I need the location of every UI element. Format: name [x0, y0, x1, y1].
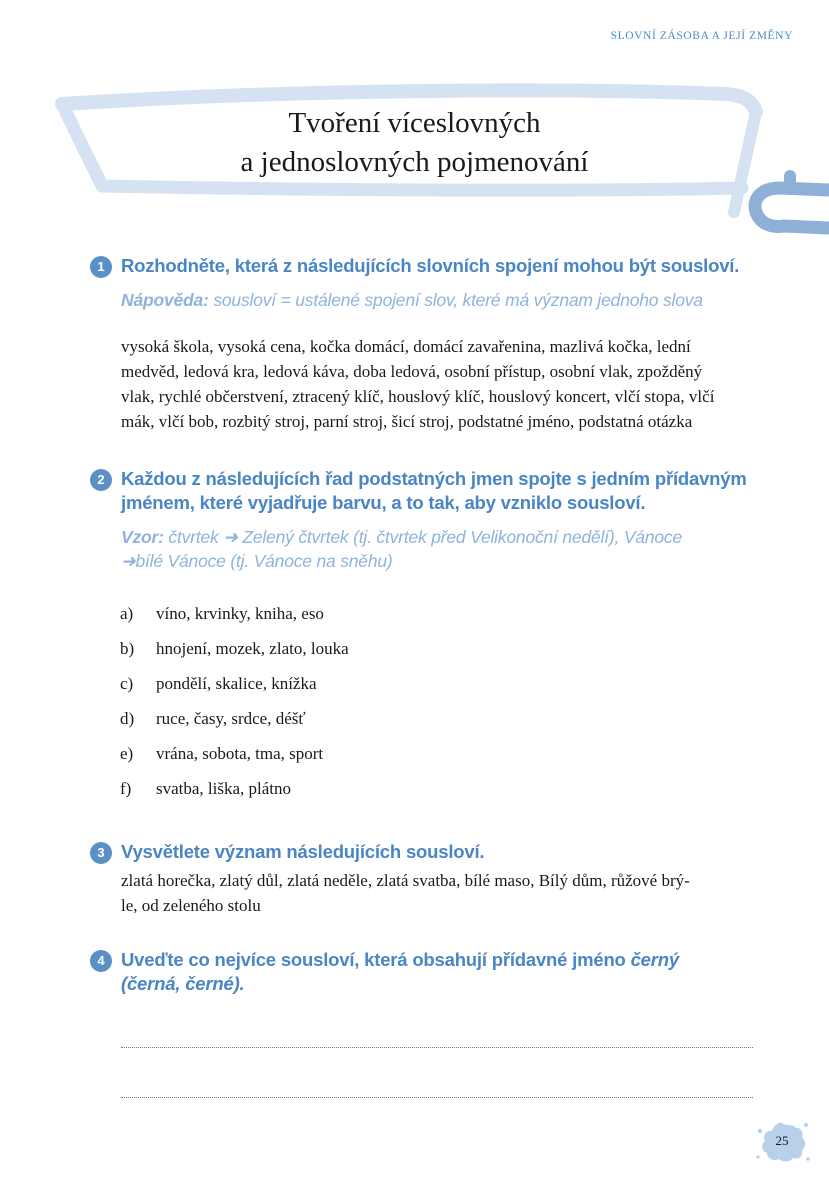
task-2 [90, 467, 760, 573]
list-item-label: f) [120, 779, 132, 798]
page-number: 25 [775, 1133, 789, 1148]
body-line: vlak, rychlé občerstvení, ztracený klíč, houslový klíč, houslový koncert, vlčí stopa, vlčí [121, 387, 715, 406]
body-line: mák, vlčí bob, rozbitý stroj, parní stroj, šicí stroj, podstatné jméno, podstatná otázka [121, 412, 693, 431]
task-heading-line2: (černá, černé). [121, 973, 245, 994]
answer-line[interactable] [121, 1047, 753, 1048]
task-1 [90, 254, 760, 434]
list-item [120, 742, 520, 777]
list-item [120, 707, 520, 742]
list-item [120, 672, 520, 707]
example-label: Vzor: [121, 527, 164, 547]
task-heading-line1: Každou z následujících řad podstatných jmen spojte s jedním přídavným [121, 468, 747, 489]
list-item-label: d) [120, 709, 135, 728]
page-title [0, 104, 829, 182]
task-number-badge: 3 [90, 842, 112, 864]
running-head: SLOVNÍ ZÁSOBA A JEJÍ ZMĚNY [610, 30, 793, 42]
list-item-label: e) [120, 744, 134, 763]
list-item-label: c) [120, 674, 134, 693]
task-heading-emphasis: černý [630, 949, 679, 970]
list-item-text: vrána, sobota, tma, sport [156, 744, 324, 763]
list-item-text: pondělí, skalice, knížka [156, 674, 317, 693]
task-heading-line2: jménem, které vyjadřuje barvu, a to tak, aby vzniklo sousloví. [121, 492, 646, 513]
page-title-line1: Tvoření víceslovných [288, 107, 541, 139]
example-line1: čtvrtek ➜ Zelený čtvrtek (tj. čtvrtek před Velikonoční nedělí), Vánoce [163, 527, 682, 547]
task-3 [90, 840, 760, 918]
task-heading-text: Uveďte co nejvíce sousloví, která obsahují přídavné jméno [121, 949, 631, 970]
list-item-text: svatba, liška, plátno [156, 779, 292, 798]
task-body [121, 868, 760, 918]
hint-label: Nápověda: [121, 290, 209, 310]
body-line: le, od zeleného stolu [121, 896, 261, 915]
list-item [120, 602, 520, 637]
list-item-text: ruce, časy, srdce, déšť [156, 709, 306, 728]
list-item-label: a) [120, 604, 134, 623]
task-number-badge: 1 [90, 256, 112, 278]
body-line: medvěd, ledová kra, ledová káva, doba ledová, osobní přístup, osobní vlak, zpožděný [121, 362, 703, 381]
body-line: zlatá horečka, zlatý důl, zlatá neděle, zlatá svatba, bílé maso, Bílý dům, růžové brý- [121, 871, 690, 890]
task-example [121, 525, 760, 573]
body-line: vysoká škola, vysoká cena, kočka domácí, domácí zavařenina, mazlivá kočka, lední [121, 337, 691, 356]
task-heading [121, 467, 760, 515]
task-4 [90, 948, 760, 996]
page-title-line2: a jednoslovných pojmenování [240, 146, 589, 178]
task-heading [121, 948, 760, 996]
answer-line[interactable] [121, 1097, 753, 1098]
task-2-list [120, 602, 520, 812]
list-item-label: b) [120, 639, 135, 658]
task-heading: Rozhodněte, která z následujících slovních spojení mohou být sousloví. [121, 255, 740, 276]
task-number-badge: 4 [90, 950, 112, 972]
task-hint [121, 288, 760, 312]
task-heading: Vysvětlete význam následujících sousloví. [121, 841, 485, 862]
list-item-text: víno, krvinky, kniha, eso [156, 604, 324, 623]
hint-text: sousloví = ustálené spojení slov, které má význam jednoho slova [208, 290, 703, 310]
task-number-badge: 2 [90, 469, 112, 491]
task-body [121, 334, 760, 434]
list-item [120, 637, 520, 672]
list-item [120, 777, 520, 812]
list-item-text: hnojení, mozek, zlato, louka [156, 639, 349, 658]
example-line2: ➜bílé Vánoce (tj. Vánoce na sněhu) [121, 551, 393, 571]
